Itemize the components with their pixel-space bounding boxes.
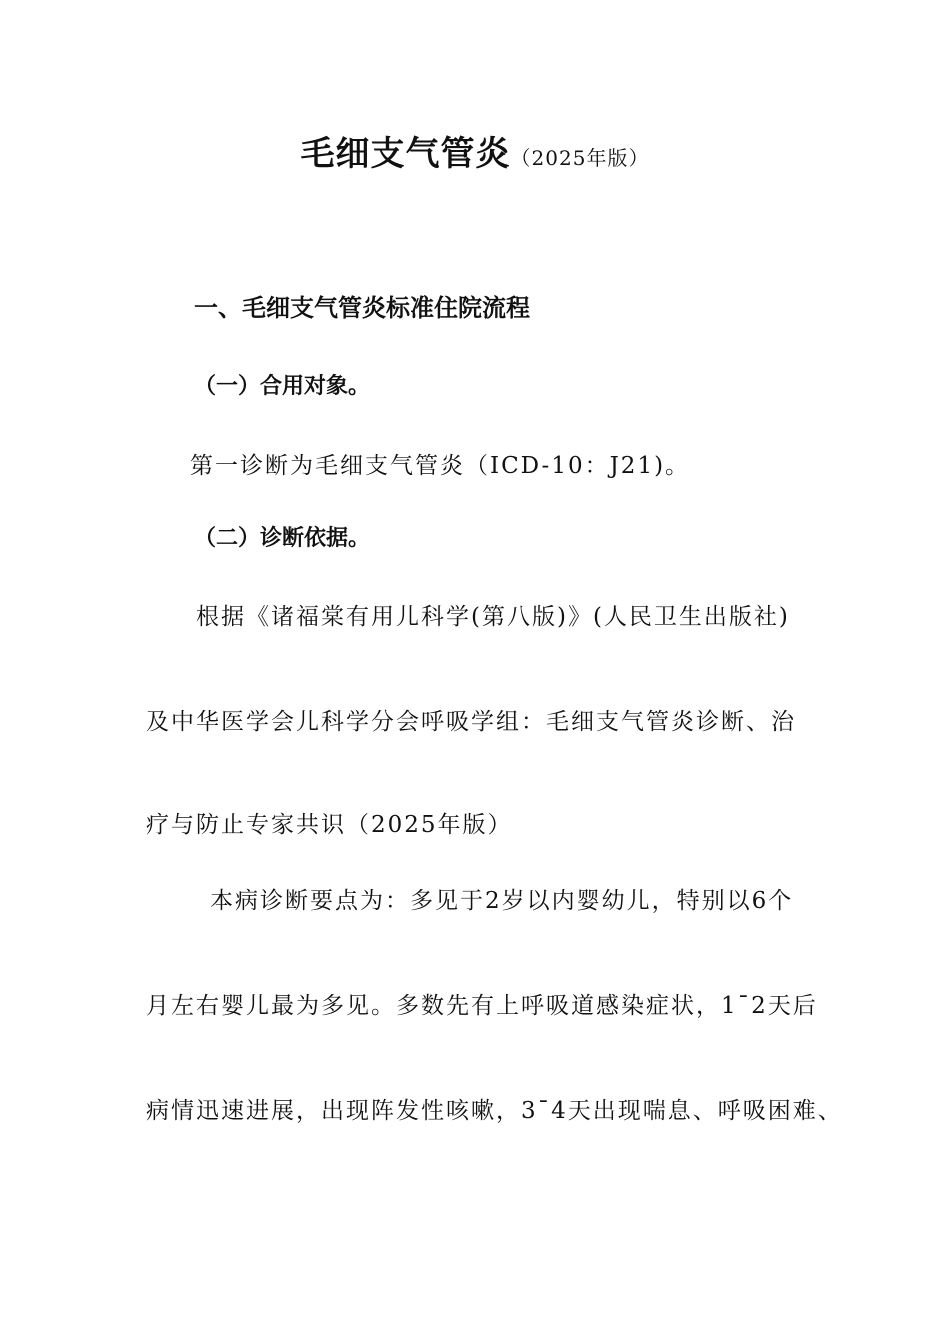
title-main: 毛细支气管炎 [300, 134, 511, 174]
subsection-heading-scope: （一）合用对象。 [194, 373, 371, 399]
title-edition: （2025年版） [510, 146, 650, 170]
diagnosis-line-1: 本病诊断要点为：多见于2岁以内婴幼儿，特别以6个 [210, 888, 794, 914]
basis-line-2: 及中华医学会儿科学分会呼吸学组：毛细支气管炎诊断、治 [146, 709, 796, 735]
subsection-heading-diagnosis-basis: （二）诊断依据。 [194, 525, 371, 551]
basis-line-1: 根据《诸福棠有用儿科学(第八版)》(人民卫生出版社) [196, 604, 790, 630]
basis-line-3: 疗与防止专家共识（2025年版） [146, 812, 513, 838]
diagnosis-line-3: 病情迅速进展，出现阵发性咳嗽，3¯4天出现喘息、呼吸困难、 [146, 1098, 843, 1124]
diagnosis-line-2: 月左右婴儿最为多见。多数先有上呼吸道感染症状，1¯2天后 [146, 993, 818, 1019]
section-heading: 一、毛细支气管炎标准住院流程 [194, 293, 530, 322]
scope-paragraph: 第一诊断为毛细支气管炎（ICD-10：J21)。 [190, 453, 691, 479]
document-title [0, 126, 950, 175]
